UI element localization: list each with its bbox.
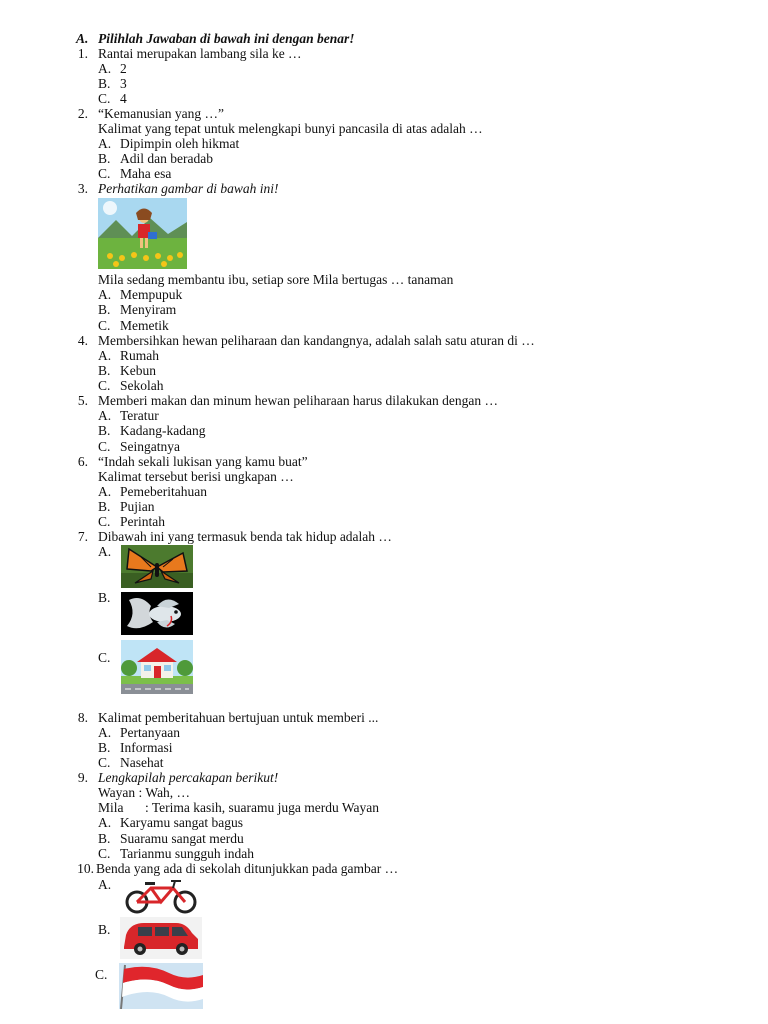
- q9-dialog-line2: : Terima kasih, suaramu juga merdu Wayan: [145, 800, 380, 815]
- q9-dialog-name: Mila: [98, 800, 124, 815]
- q8-option-c: Nasehat: [120, 755, 164, 770]
- q6-option-b: Pujian: [120, 499, 155, 514]
- q1-number: 1.: [77, 46, 88, 61]
- q10-label-b: B.: [98, 922, 111, 937]
- q6-label-b: B.: [98, 499, 111, 514]
- q9-option-c: Tarianmu sungguh indah: [120, 846, 255, 861]
- section-title: Pilihlah Jawaban di bawah ini dengan benar!: [98, 31, 355, 46]
- q6-option-c: Perintah: [120, 514, 165, 529]
- q3-text2: Mila sedang membantu ibu, setiap sore Mila bertugas … tanaman: [98, 272, 454, 287]
- q1-option-c: 4: [120, 91, 127, 106]
- q3-text: Perhatikan gambar di bawah ini!: [98, 181, 279, 196]
- q2-text: “Kemanusian yang …”: [98, 106, 224, 121]
- q9-option-a: Karyamu sangat bagus: [120, 815, 243, 830]
- q8-label-b: B.: [98, 740, 111, 755]
- q4-option-c: Sekolah: [120, 378, 164, 393]
- q2-text2: Kalimat yang tepat untuk melengkapi bunyi pancasila di atas adalah …: [98, 121, 483, 136]
- q7-label-c: C.: [98, 650, 111, 665]
- q1-option-a: 2: [120, 61, 127, 76]
- q3-option-a: Mempupuk: [120, 287, 183, 302]
- q10-label-a: A.: [98, 877, 112, 892]
- q2-option-a: Dipimpin oleh hikmat: [120, 136, 240, 151]
- q2-option-b: Adil dan beradab: [120, 151, 213, 166]
- q7-number: 7.: [77, 529, 88, 544]
- q6-label-a: A.: [98, 484, 112, 499]
- q5-option-b: Kadang-kadang: [120, 423, 206, 438]
- q1-label-c: C.: [98, 91, 111, 106]
- q9-option-b: Suaramu sangat merdu: [120, 831, 244, 846]
- q1-option-b: 3: [120, 76, 127, 91]
- q8-label-c: C.: [98, 755, 111, 770]
- q1-label-b: B.: [98, 76, 111, 91]
- q6-label-c: C.: [98, 514, 111, 529]
- q1-label-a: A.: [98, 61, 112, 76]
- indonesian-flag-image: [119, 963, 203, 1009]
- q5-label-b: B.: [98, 423, 111, 438]
- q10-label-c: C.: [95, 967, 108, 982]
- q4-label-c: C.: [98, 378, 111, 393]
- q3-number: 3.: [77, 181, 88, 196]
- q9-number: 9.: [77, 770, 88, 785]
- q9-text: Lengkapilah percakapan berikut!: [98, 770, 279, 785]
- q9-label-b: B.: [98, 831, 111, 846]
- q8-text: Kalimat pemberitahuan bertujuan untuk memberi ...: [98, 710, 379, 725]
- q3-label-b: B.: [98, 302, 111, 317]
- q3-option-b: Menyiram: [120, 302, 177, 317]
- q4-text: Membersihkan hewan peliharaan dan kandangnya, adalah salah satu aturan di …: [98, 333, 535, 348]
- q6-text: “Indah sekali lukisan yang kamu buat”: [98, 454, 308, 469]
- betta-fish-image: [121, 592, 193, 635]
- q3-label-a: A.: [98, 287, 112, 302]
- q8-option-b: Informasi: [120, 740, 173, 755]
- q8-label-a: A.: [98, 725, 112, 740]
- q8-option-a: Pertanyaan: [120, 725, 180, 740]
- q7-label-a: A.: [98, 544, 112, 559]
- q9-label-c: C.: [98, 846, 111, 861]
- q4-number: 4.: [77, 333, 88, 348]
- q2-label-c: C.: [98, 166, 111, 181]
- q8-number: 8.: [77, 710, 88, 725]
- q9-label-a: A.: [98, 815, 112, 830]
- q2-label-b: B.: [98, 151, 111, 166]
- q6-text2: Kalimat tersebut berisi ungkapan …: [98, 469, 294, 484]
- q10-number: 10.: [77, 861, 94, 876]
- q5-text: Memberi makan dan minum hewan peliharaan harus dilakukan dengan …: [98, 393, 498, 408]
- q5-number: 5.: [77, 393, 88, 408]
- q4-option-a: Rumah: [120, 348, 159, 363]
- girl-watering-plants-image: [98, 198, 187, 269]
- q5-label-a: A.: [98, 408, 112, 423]
- q5-option-a: Teratur: [120, 408, 159, 423]
- q5-option-c: Seingatnya: [120, 439, 180, 454]
- q5-label-c: C.: [98, 439, 111, 454]
- q9-dialog-line1: Wayan : Wah, …: [98, 785, 191, 800]
- q4-option-b: Kebun: [120, 363, 156, 378]
- q4-label-b: B.: [98, 363, 111, 378]
- q4-label-a: A.: [98, 348, 112, 363]
- q7-label-b: B.: [98, 590, 111, 605]
- q2-number: 2.: [77, 106, 88, 121]
- house-image: [121, 640, 193, 694]
- car-image: [120, 917, 202, 959]
- q7-text: Dibawah ini yang termasuk benda tak hidup adalah …: [98, 529, 392, 544]
- section-letter: A.: [76, 31, 89, 46]
- q6-number: 6.: [77, 454, 88, 469]
- butterfly-image: [121, 545, 193, 588]
- q3-option-c: Memetik: [120, 318, 169, 333]
- q3-label-c: C.: [98, 318, 111, 333]
- q10-text: Benda yang ada di sekolah ditunjukkan pada gambar …: [96, 861, 399, 876]
- q6-option-a: Pemeberitahuan: [120, 484, 207, 499]
- q2-label-a: A.: [98, 136, 112, 151]
- q1-text: Rantai merupakan lambang sila ke …: [98, 46, 302, 61]
- q2-option-c: Maha esa: [120, 166, 172, 181]
- bicycle-image: [121, 878, 201, 914]
